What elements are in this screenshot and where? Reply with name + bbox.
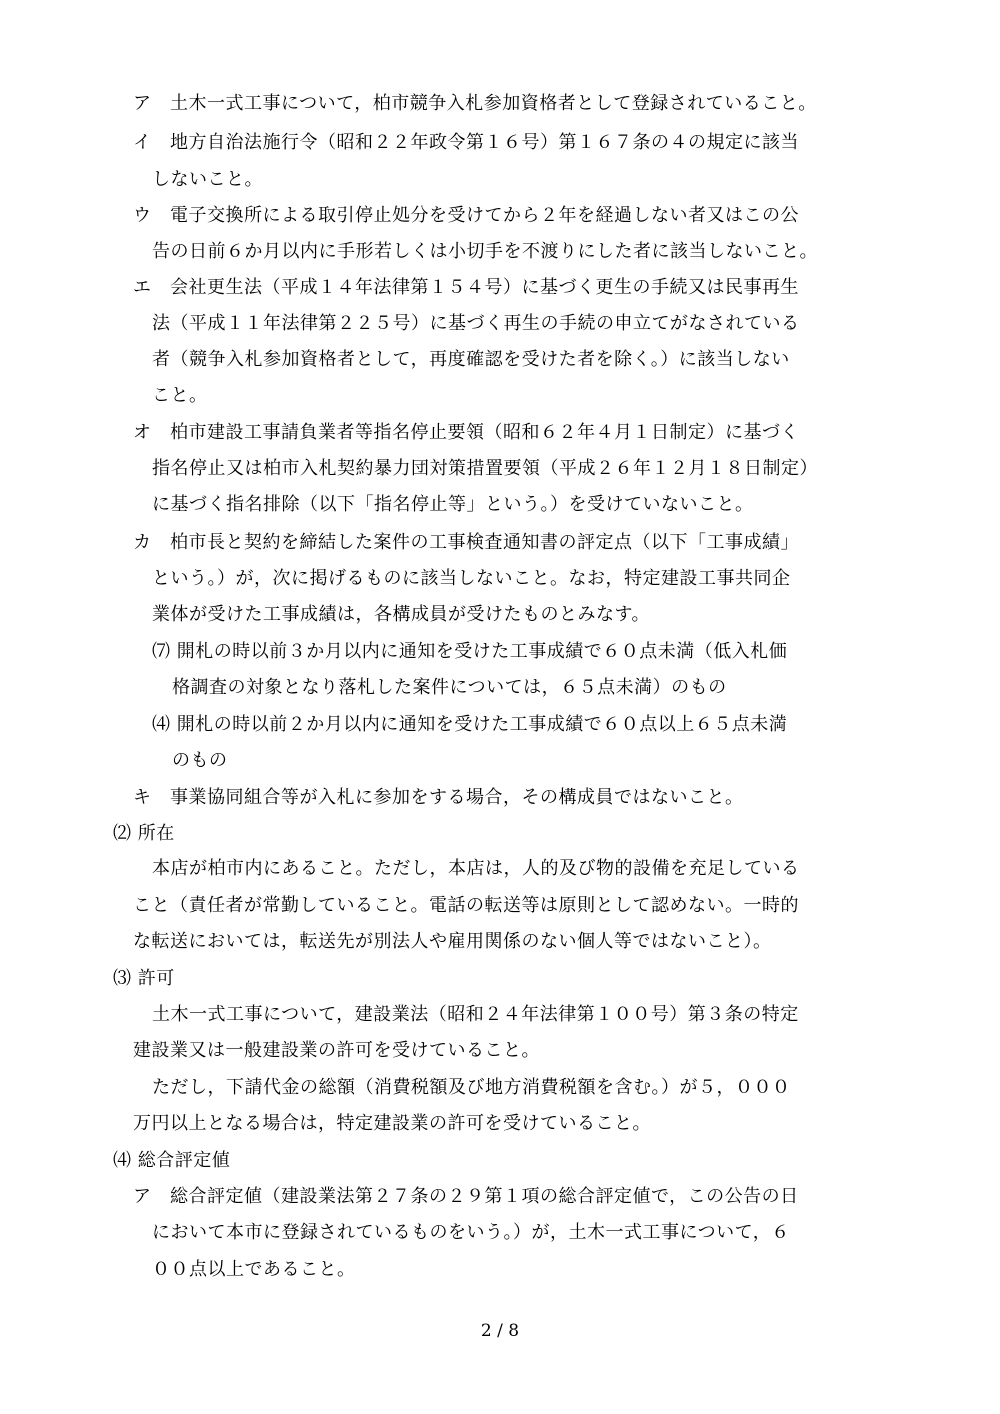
item-e-line-1: エ 会社更生法（平成１４年法律第１５４号）に基づく更生の手続又は民事再生 — [133, 277, 799, 298]
section-2-line-3: な転送においては，転送先が別法人や雇用関係のない個人等ではないこと）。 — [133, 931, 772, 952]
item-ka-line-2: という。）が，次に掲げるものに該当しないこと。なお，特定建設工事共同企 — [152, 568, 791, 589]
item-e-line-4: こと。 — [152, 385, 208, 406]
item-ki-line-1: キ 事業協同組合等が入札に参加をする場合，その構成員ではないこと。 — [133, 787, 744, 808]
section-4-item-a-line-1: ア 総合評定値（建設業法第２７条の２９第１項の総合評定値で，この公告の日 — [133, 1186, 799, 1207]
section-3-line-1: 土木一式工事について，建設業法（昭和２４年法律第１００号）第３条の特定 — [152, 1004, 799, 1025]
item-a-line-1: ア 土木一式工事について，柏市競争入札参加資格者として登録されていること。 — [133, 93, 817, 114]
section-2-heading: ⑵ 所在 — [113, 823, 175, 844]
section-3-line-3: ただし，下請代金の総額（消費税額及び地方消費税額を含む。）が５，０００ — [152, 1077, 791, 1098]
item-e-line-2: 法（平成１１年法律第２２５号）に基づく再生の手続の申立てがなされている — [152, 313, 800, 334]
item-ka-line-1: カ 柏市長と契約を締結した案件の工事検査通知書の評定点（以下「工事成績」 — [133, 532, 799, 553]
section-4-item-a-line-2: において本市に登録されているものをいう。）が，土木一式工事について，６ — [152, 1222, 790, 1243]
section-3-heading: ⑶ 許可 — [113, 968, 175, 989]
section-4-heading: ⑷ 総合評定値 — [113, 1150, 231, 1171]
subitem-i-line-1: ⑷ 開札の時以前２か月以内に通知を受けた工事成績で６０点以上６５点未満 — [152, 714, 788, 735]
section-4-item-a-line-3: ００点以上であること。 — [152, 1259, 356, 1280]
subitem-a-line-2: 格調査の対象となり落札した案件については，６５点未満）のもの — [172, 677, 727, 698]
section-2-line-2: こと（責任者が常勤していること。電話の転送等は原則として認めない。一時的 — [133, 895, 799, 916]
page-number: 2 / 8 — [480, 1321, 520, 1341]
item-u-line-1: ウ 電子交換所による取引停止処分を受けてから２年を経過しない者又はこの公 — [133, 205, 799, 226]
subitem-a-line-1: ⑺ 開札の時以前３か月以内に通知を受けた工事成績で６０点未満（低入札価 — [152, 641, 788, 662]
item-i-line-2: しないこと。 — [152, 169, 263, 190]
section-3-line-4: 万円以上となる場合は，特定建設業の許可を受けていること。 — [133, 1113, 651, 1134]
item-e-line-3: 者（競争入札参加資格者として，再度確認を受けた者を除く。）に該当しない — [152, 349, 790, 370]
item-o-line-3: に基づく指名排除（以下「指名停止等」という。）を受けていないこと。 — [152, 494, 754, 515]
item-i-line-1: イ 地方自治法施行令（昭和２２年政令第１６号）第１６７条の４の規定に該当 — [133, 132, 799, 153]
item-u-line-2: 告の日前６か月以内に手形若しくは小切手を不渡りにした者に該当しないこと。 — [152, 241, 818, 262]
subitem-i-line-2: のもの — [172, 750, 228, 771]
section-3-line-2: 建設業又は一般建設業の許可を受けていること。 — [133, 1040, 540, 1061]
item-ka-line-3: 業体が受けた工事成績は，各構成員が受けたものとみなす。 — [152, 604, 651, 625]
item-o-line-2: 指名停止又は柏市入札契約暴力団対策措置要領（平成２６年１２月１８日制定） — [152, 458, 818, 479]
section-2-line-1: 本店が柏市内にあること。ただし，本店は，人的及び物的設備を充足している — [152, 858, 800, 879]
item-o-line-1: オ 柏市建設工事請負業者等指名停止要領（昭和６２年４月１日制定）に基づく — [133, 422, 799, 443]
